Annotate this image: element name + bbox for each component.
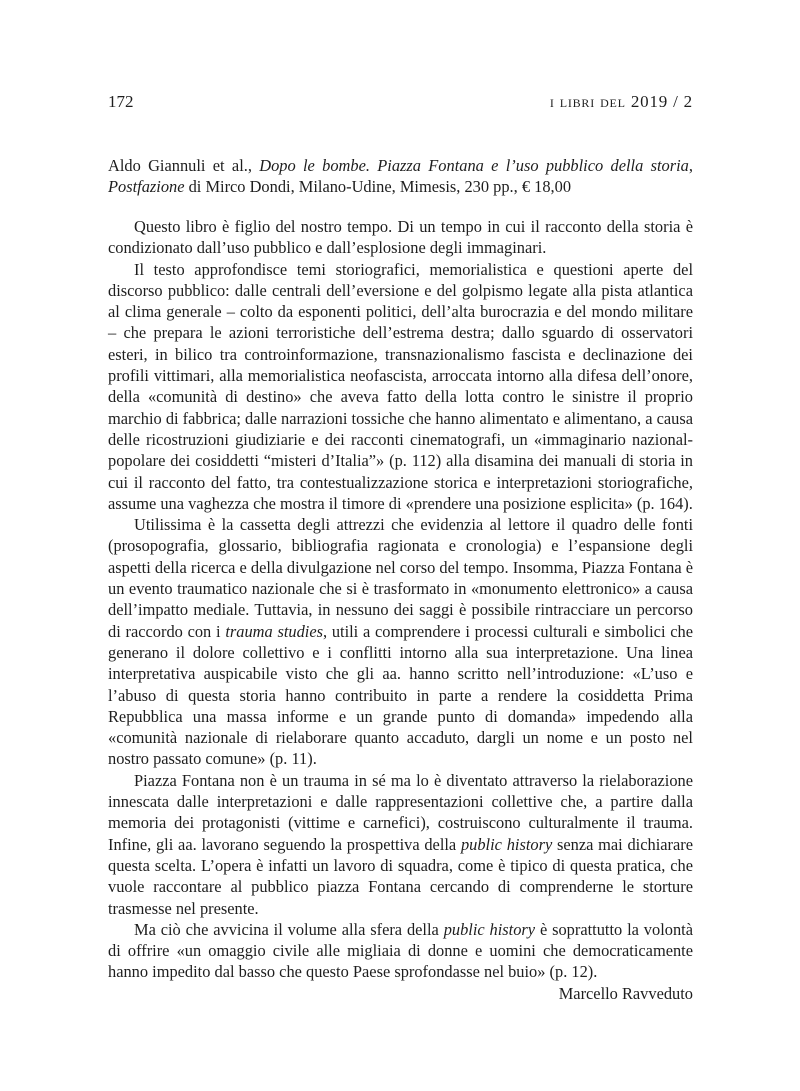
citation-authors: Aldo Giannuli et al., bbox=[108, 156, 260, 175]
paragraph-3-text-b: , utili a comprendere i processi culturali e simbolici che generano il dolore collettivo e i conflitti intorno alla sua interpretazione. Una linea interpretativa auspicabile visto che gli aa. hanno scritto nell’introduzione: «L’uso e l’abuso di questa storia hanno contribuito in parte a rendere la cosiddetta Prima Repubblica una massa informe e un grande punto di domanda» impedendo alla «comunità nazionale di rielaborare quanto accaduto, dargli un nome e un posto nel nostro passato comune» (p. 11). bbox=[108, 621, 694, 769]
reviewer-signature: Marcello Ravveduto bbox=[558, 983, 693, 1003]
citation-details: di Mirco Dondi, Milano-Udine, Mimesis, 230 pp., € 18,00 bbox=[184, 177, 572, 197]
running-head: i libri del 2019 / 2 bbox=[549, 92, 693, 111]
paragraph-1: Questo libro è figlio del nostro tempo. Di un tempo in cui il racconto della storia è condizionato dall’uso pubblico e dall’esplosione degli immaginari. bbox=[108, 217, 693, 258]
paragraph-5-text-a: Ma ciò che avvicina il volume alla sfera della bbox=[134, 919, 444, 939]
citation-postfazione: Postfazione bbox=[108, 177, 185, 197]
paragraph-3-text-a: Utilissima è la cassetta degli attrezzi che evidenzia al lettore il quadro delle fonti (prosopografia, glossario, bibliografia ragionata e cronologia) e l’espansione degli aspetti della ricerca e della divulgazione nel corso del tempo. Insomma, Piazza Fontana è un evento traumatico nazionale che si è trasformato in «monumento elettronico» a causa dell’impatto mediale. Tuttavia, in nessuno dei saggi è possibile rintracciare un percorso di raccordo con i bbox=[108, 515, 693, 641]
paragraph-4-text-a: Piazza Fontana non è un trauma in sé ma lo è diventato attraverso la rielaborazione innescata dalle interpretazioni e dalle rappresentazioni collettive che, a partire dalla memoria dei protagonisti (vittime e carnefici), costruiscono culturalmente il trauma. Infine, gli aa. lavorano seguendo la prospettiva della bbox=[108, 770, 693, 854]
paragraph-5-text-b: è soprattutto la volontà di offrire «un omaggio civile alle migliaia di donne e uomini che democraticamente hanno impedito dal basso che questo Paese sprofondasse nel buio» (p. 12). bbox=[108, 919, 693, 982]
citation-separator: , bbox=[688, 156, 693, 175]
page-header bbox=[108, 92, 693, 116]
paragraph-4 bbox=[108, 770, 693, 919]
paragraph-3 bbox=[108, 514, 693, 770]
paragraph-5 bbox=[108, 919, 693, 983]
citation-title: Dopo le bombe. Piazza Fontana e l’uso pubblico della storia bbox=[259, 156, 689, 175]
review-body bbox=[108, 216, 693, 1004]
paragraph-4-text-b: senza mai dichiarare questa scelta. L’opera è infatti un lavoro di squadra, come è tipico di questa pratica, che vuole raccontare al pubblico piazza Fontana cercando di comprenderne le storture trasmesse nel presente. bbox=[108, 834, 693, 918]
page-number: 172 bbox=[108, 92, 134, 111]
paragraph-4-emphasis: public history bbox=[460, 834, 553, 854]
paragraph-3-emphasis: trauma studies bbox=[225, 621, 323, 641]
bibliographic-citation bbox=[108, 155, 693, 198]
paragraph-5-emphasis: public history bbox=[443, 919, 536, 939]
paragraph-2: Il testo approfondisce temi storiografici, memorialistica e questioni aperte del discorso pubblico: dalle centrali dell’eversione e del golpismo legate alla pista atlantica al clima generale – colto da esponenti politici, dell’alta burocrazia e del mondo militare – che prepara le azioni terroristiche dell’estrema destra; dallo sguardo di osservatori esteri, in bilico tra controinformazione, transnazionalismo fascista e declinazione dei profili vittimari, alla memorialistica neofascista, arroccata intorno alla difesa dell’onore, della «comunità di destino» che aveva fatto della lotta contro le sinistre il proprio marchio di fabbrica; dalle narrazioni tossiche che hanno alimentato e alimentano, a causa delle ricostruzioni giudiziarie e dei racconti cinematografi, un «immaginario nazional-popolare dei cosiddetti “misteri d’Italia”» (p. 112) alla disamina dei manuali di storia in cui il racconto del fatto, tra contestualizzazione storica e interpretazioni storiografiche, assume una vaghezza che mostra il timore di «prendere una posizione esplicita» (p. 164). bbox=[108, 259, 693, 513]
